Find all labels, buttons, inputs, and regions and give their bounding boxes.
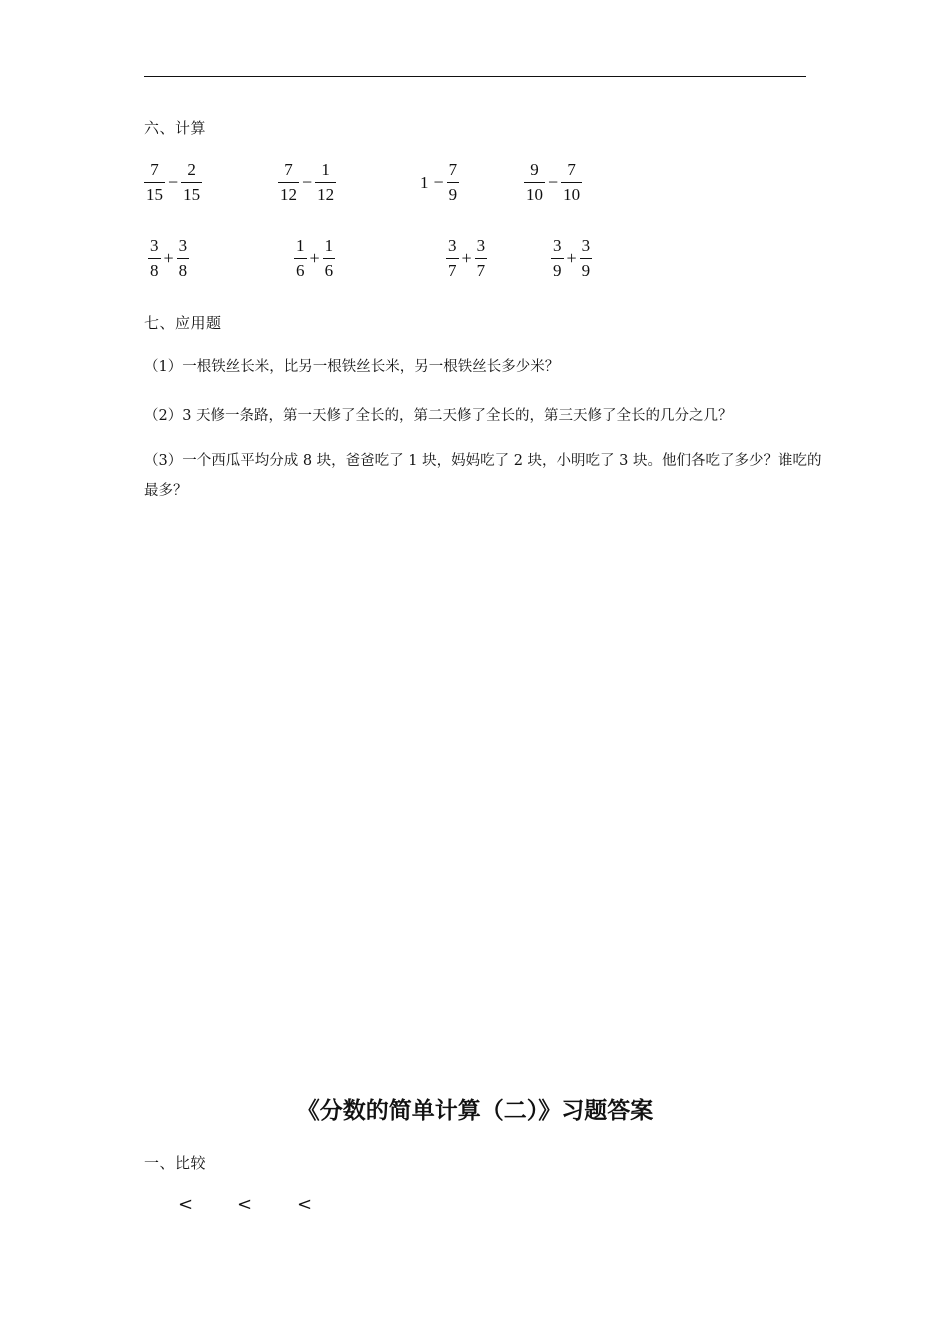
answers-section-1-heading: 一、比较 bbox=[144, 1154, 207, 1172]
fraction: $\frac{3}{8}$ bbox=[150, 236, 159, 280]
section-6-heading: 六、计算 bbox=[144, 119, 207, 137]
expr-2-1: $\frac{3}{8}$ + $\frac{3}{8}$ bbox=[150, 236, 188, 280]
expr-1-2: $\frac{7}{12}$ − $\frac{1}{12}$ bbox=[280, 160, 335, 204]
fraction: $\frac{3}{8}$ bbox=[178, 236, 188, 280]
fraction: $\frac{3}{9}$ bbox=[581, 236, 591, 280]
expr-1-1: $\frac{7}{15}$ − $\frac{2}{15}$ bbox=[146, 160, 201, 204]
fraction: $\frac{2}{15}$ bbox=[183, 160, 201, 204]
fraction: $\frac{1}{12}$ bbox=[317, 160, 335, 204]
fraction: $\frac{1}{6}$ bbox=[296, 236, 305, 280]
expr-2-4: $\frac{3}{9}$ + $\frac{3}{9}$ bbox=[553, 236, 591, 280]
expr-1-3: 1 − $\frac{7}{9}$ bbox=[420, 160, 458, 204]
fraction: $\frac{9}{10}$ bbox=[526, 160, 543, 204]
answers-title: 《分数的简单计算（二）》习题答案 bbox=[296, 1098, 654, 1124]
expr-2-2: $\frac{1}{6}$ + $\frac{1}{6}$ bbox=[296, 236, 334, 280]
fraction: $\frac{7}{15}$ bbox=[146, 160, 163, 204]
fraction: $\frac{3}{9}$ bbox=[553, 236, 562, 280]
problem-3: （3）一个西瓜平均分成 8 块，爸爸吃了 1 块，妈妈吃了 2 块，小明吃了 3 块。他们各吃了多少？谁吃的最多？ bbox=[144, 453, 822, 499]
header-rule bbox=[144, 76, 806, 77]
problem-2: （2）3 天修一条路，第一天修了全长的，第二天修了全长的，第三天修了全长的几分之几？ bbox=[144, 408, 733, 424]
expr-1-4: $\frac{9}{10}$ − $\frac{7}{10}$ bbox=[526, 160, 581, 204]
problem-1: （1）一根铁丝长米，比另一根铁丝长米，另一根铁丝长多少米？ bbox=[144, 359, 560, 375]
fraction: $\frac{7}{10}$ bbox=[563, 160, 581, 204]
answer-symbol: < bbox=[297, 1194, 313, 1215]
expr-2-3: $\frac{3}{7}$ + $\frac{3}{7}$ bbox=[448, 236, 486, 280]
answer-symbol: < bbox=[237, 1194, 253, 1215]
fraction: $\frac{3}{7}$ bbox=[448, 236, 457, 280]
fraction: $\frac{7}{9}$ bbox=[448, 160, 458, 204]
fraction: $\frac{1}{6}$ bbox=[324, 236, 334, 280]
fraction: $\frac{3}{7}$ bbox=[476, 236, 486, 280]
section-7-heading: 七、应用题 bbox=[144, 314, 222, 332]
answer-symbol: < bbox=[178, 1194, 194, 1215]
fraction: $\frac{7}{12}$ bbox=[280, 160, 297, 204]
